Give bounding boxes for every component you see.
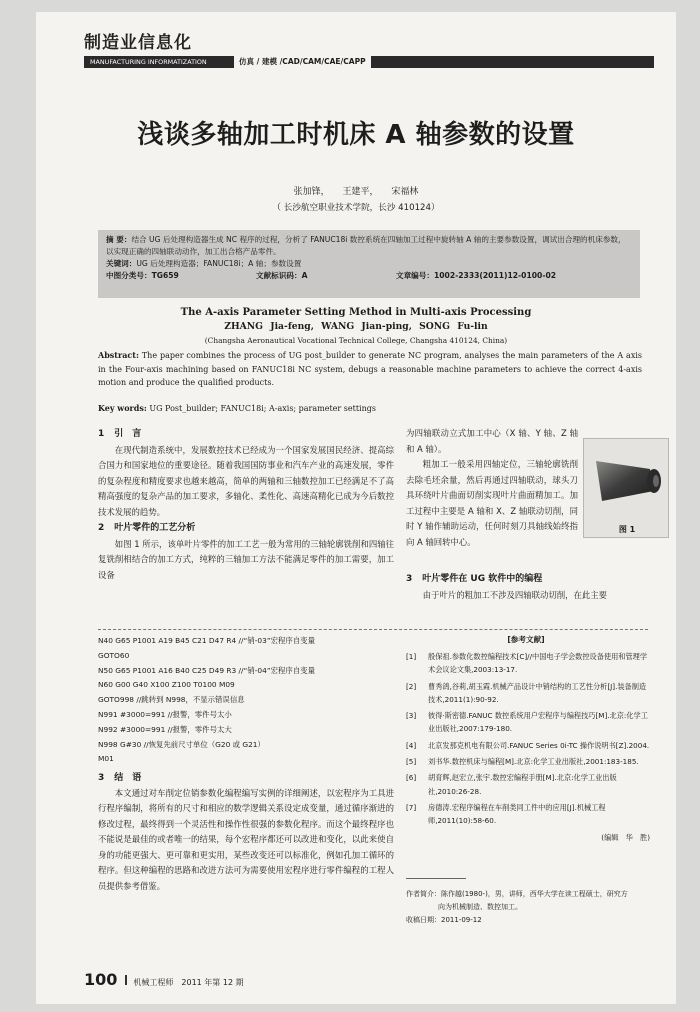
bio-separator (406, 878, 466, 879)
english-authors: ZHANG Jia-feng, WANG Jian-ping, SONG Fu-lin (224, 321, 488, 332)
doc-code-value: A (301, 271, 308, 280)
received-date: 收稿日期：2011-09-12 (406, 916, 482, 924)
abstract-label: 摘 要： (106, 235, 132, 244)
journal-issue: 机械工程师 2011 年第 12 期 (133, 978, 244, 987)
page-footer (84, 970, 244, 989)
clc-label: 中图分类号： (106, 271, 152, 280)
code-line: GOTO60 (98, 650, 130, 660)
code-line: N998 G#30 //恢复先前尺寸单位（G20 或 G21） (98, 739, 265, 749)
author-bio (406, 888, 650, 927)
process-paragraph-cont: 为四轴联动立式加工中心（X 轴、Y 轴、Z 轴和 A 轴）。 (406, 428, 578, 454)
references-heading: [参考文献] (507, 635, 545, 644)
doc-code-label: 文献标识码： (256, 271, 302, 280)
paper-affiliation: （ 长沙航空职业技术学院，长沙 410124） (272, 203, 440, 213)
classification-line (106, 270, 632, 282)
programming-paragraph: 由于叶片的粗加工不涉及四轴联动切削，在此主要 (422, 589, 608, 600)
reference-item: [5] 刘书华.数控机床与编程[M].北京:化学工业出版社,2001:183-185. (406, 757, 639, 767)
english-keywords (98, 403, 642, 413)
process-paragraph: 如图 1 所示，该单叶片零件的加工工艺一般为常用的三轴轮廓铣削和四轴往复铣削相结合的加工方式，纯粹的三轴加工方法不能满足零件的加工需要，加工设备 (98, 538, 394, 580)
references-list (406, 650, 650, 844)
intro-paragraph: 在现代制造系统中，发展数控技术已经成为一个国家发展国民经济、提高综合国力和国家地位的重要途径。随着我国国防事业和汽车产业的高速发展，零件的复杂程度和精度要求也越来越高，简单的两轴和三轴数控加工已经满足不了高精高强度的复杂产品的加工要求，多轴化、柔性化、高速高精化已成为今后数控技术发展的趋势。 (98, 444, 394, 517)
masthead-english: MANUFACTURING INFORMATIZATION (90, 58, 207, 66)
masthead-title: 制造业信息化 (84, 33, 192, 53)
keywords-label: 关键词： (106, 259, 137, 268)
keywords (106, 258, 632, 270)
section-2-heading: 2 叶片零件的工艺分析 (98, 523, 196, 533)
code-line: M01 (98, 754, 114, 764)
section-1-heading: 1 引 言 (98, 429, 142, 439)
code-line: N50 G65 P1001 A16 B40 C25 D49 R3 //“销-04”宏程序自变量 (98, 665, 315, 675)
paper-authors: 张加锋， 王建平， 宋福林 (293, 187, 419, 197)
code-line: N40 G65 P1001 A19 B45 C21 D47 R4 //“销-03”宏程序自变量 (98, 636, 315, 645)
page-number: 100 (84, 970, 118, 989)
section-3-heading: 3 叶片零件在 UG 软件中的编程 (406, 574, 543, 584)
masthead-categories: 仿真 / 建模 /CAD/CAM/CAE/CAPP (234, 55, 371, 69)
reference-item: [2] 曹秀鸽,谷莉,胡玉霞.机械产品设计中销结构的工艺性分析[J].装备制造技术,2011(1):90-92. (406, 681, 647, 704)
bio-line-2: 向为机械制造、数控加工。 (438, 903, 522, 911)
reference-item: [6] 胡育辉,赵宏立,张宇.数控宏编程手册[M].北京:化学工业出版社,2010:26-28. (406, 773, 617, 796)
english-abstract-label: Abstract: (98, 350, 139, 360)
masthead-bar (84, 56, 654, 68)
english-title: The A-axis Parameter Setting Method in Multi-axis Processing (180, 307, 532, 318)
figure-1-label: 图 1 (618, 525, 636, 534)
code-line: GOTO998 //跳转到 N998，不显示错误信息 (98, 695, 245, 705)
journal-page (36, 12, 676, 1004)
masthead (84, 28, 654, 68)
macro-code-listing (98, 634, 394, 894)
conclusion-heading: 3 结 语 (98, 773, 142, 784)
body-right-column-lower (406, 540, 650, 603)
reference-item: [4] 北京发那克机电有限公司.FANUC Series 0i-TC 操作说明书[Z].2004. (406, 740, 650, 750)
column-divider (98, 629, 648, 630)
editor-credit: (编辑 华 胜) (601, 832, 650, 842)
conclusion-paragraph: 本文通过对车削定位销参数化编程编写实例的详细阐述，以宏程序为工具进行程序编制，将所有的尺寸和相应的数学逻辑关系设定成变量，通过循序渐进的修改过程，最终得到一个灵活性和操作性很强的参数化程序。而这个最终程序也不能说是最佳的或者唯一的结果，每个宏程序都还可以改进和变化，以此来使自身的功能更强大、更可靠和更实用，某些改变还可以标准化，例如孔加工循环的程序。但这种编程的思路和改进方法可为需要使用宏程序进行零件编程的工程人员提供参考借鉴。 (98, 787, 394, 891)
reference-item: [1] 殷保祖.参数化数控编程技术[C]//中国电子学会数控设备使用和管理学术会议论文集,2003:13-17. (406, 652, 648, 675)
english-affiliation: (Changsha Aeronautical Vocational Technical College, Changsha 410124, China) (204, 336, 508, 345)
paper-title: 浅谈多轴加工时机床 A 轴参数的设置 (137, 120, 575, 150)
figure-1 (583, 438, 669, 538)
body-left-column (98, 426, 394, 583)
keywords-text: UG 后处理构造器；FANUC18i；A 轴；参数设置 (136, 259, 302, 268)
reference-item: [7] 房德涛.宏程序编程在车削类同工件中的应用[J].机械工程师,2011(10):58-60. (406, 802, 606, 826)
article-no-value: 1002-2333(2011)12-0100-02 (433, 271, 557, 280)
body-right-column-upper (406, 426, 578, 550)
chinese-abstract-box (98, 230, 640, 298)
code-line: N991 #3000=991 //报警，零件号太小 (98, 709, 232, 719)
code-line: N60 G00 G40 X100 Z100 T0100 M09 (98, 680, 235, 690)
blade-part-image (584, 439, 670, 523)
english-abstract-text: The paper combines the process of UG post_builder to generate NC program, analyses the main parameters of the A axis in the Four-axis machining based on FANUC18i NC system, debugs a reasonable machine parameters to achieve the correct 4-axis motion and produce the qualified products. (98, 351, 642, 387)
article-no-label: 文章编号： (396, 271, 434, 280)
english-abstract (98, 349, 642, 390)
machining-paragraph: 粗加工一般采用四轴定位，三轴轮廓铣削去除毛坯余量，然后再通过四轴联动，球头刀具环绕叶片曲面切削实现叶片曲面精加工。加工过程中主要是 A 轴和 X、Z 轴联动切削，同时 Y 轴作辅助运动，任何时刻刀具轴线始终指向 A 轴回转中心。 (406, 459, 578, 547)
abstract-text: 结合 UG 后处理构造器生成 NC 程序的过程，分析了 FANUC18i 数控系统在四轴加工过程中旋转轴 A 轴的主要参数设置，调试出合理的机床参数，以实现正确的四轴联动动作，加工出合格产品零件。 (106, 235, 626, 256)
clc-value: TG659 (151, 271, 179, 280)
english-keywords-label: Key words: (98, 403, 147, 413)
abstract (106, 234, 632, 258)
bio-line-1: 作者简介：陈作越(1980-)，男，讲师，西华大学在读工程硕士，研究方 (406, 890, 628, 898)
code-line: N992 #3000=991 //报警，零件号太大 (98, 724, 232, 734)
english-keywords-text: UG Post_builder; FANUC18i; A-axis; parameter settings (149, 404, 376, 413)
footer-separator (125, 975, 127, 985)
reference-item: [3] 彼得·斯密德.FANUC 数控系统用户宏程序与编程技巧[M].北京:化学工业出版社,2007:179-180. (406, 711, 648, 734)
